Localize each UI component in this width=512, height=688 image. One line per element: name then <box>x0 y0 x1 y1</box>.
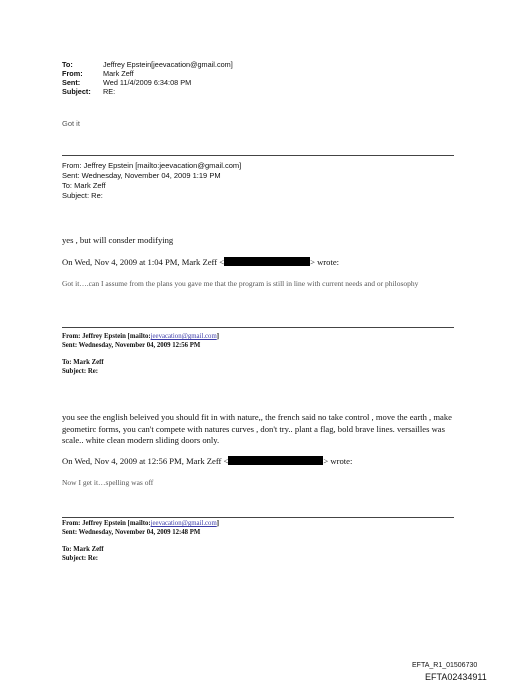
to-value: Jeffrey Epstein[jeevacation@gmail.com] <box>103 60 233 69</box>
msg2-quote-prefix: On Wed, Nov 4, 2009 at 1:04 PM, Mark Zeff < <box>62 257 225 267</box>
msg2-quote-suffix: > wrote: <box>310 257 340 267</box>
footer-doc-id-2: EFTA02434911 <box>425 672 487 682</box>
msg3-to: To: Mark Zeff <box>62 359 104 366</box>
msg3-quoted-text: Now I get it…spelling was off <box>62 478 154 487</box>
msg2-sent: Sent: Wednesday, November 04, 2009 1:19 PM <box>62 171 221 180</box>
msg2-quoted-text: Got it….can I assume from the plans you gave me that the program is still in line with current needs and or philosophy <box>62 279 419 288</box>
msg3-from <box>62 332 219 341</box>
msg3-quote-prefix: On Wed, Nov 4, 2009 at 12:56 PM, Mark Zeff < <box>62 456 229 466</box>
msg3-sent: Sent: Wednesday, November 04, 2009 12:56 PM <box>62 342 201 349</box>
to-label: To: <box>62 60 73 69</box>
reply-body: Got it <box>62 119 80 128</box>
msg3-header <box>62 332 219 376</box>
msg3-quote-attribution <box>62 456 352 466</box>
msg3-from-prefix: From: Jeffrey Epstein [mailto: <box>62 333 151 340</box>
msg2-body: yes , but will consder modifying <box>62 235 174 245</box>
separator-rule-3 <box>62 517 454 518</box>
separator-rule-2 <box>62 327 454 328</box>
msg2-subject: Subject: Re: <box>62 191 103 200</box>
separator-rule-1 <box>62 155 454 156</box>
top-header <box>62 60 362 100</box>
redaction-bar <box>228 456 323 465</box>
msg3-subject: Subject: Re: <box>62 368 99 375</box>
from-value: Mark Zeff <box>103 69 134 78</box>
msg4-from-email-link[interactable]: jeevacation@gmail.com <box>150 520 217 527</box>
msg4-sent: Sent: Wednesday, November 04, 2009 12:48 PM <box>62 529 201 536</box>
msg4-header <box>62 519 219 563</box>
msg4-from-suffix: ] <box>216 520 220 527</box>
msg4-to: To: Mark Zeff <box>62 546 104 553</box>
from-label: From: <box>62 69 83 78</box>
msg3-from-email-link[interactable]: jeevacation@gmail.com <box>150 333 217 340</box>
subject-label: Subject: <box>62 87 91 96</box>
msg3-quote-suffix: > wrote: <box>323 456 353 466</box>
msg3-from-suffix: ] <box>216 333 220 340</box>
msg3-body: you see the english beleived you should fit in with nature,, the french said no take control , move the earth , make geometirc forms, you can't compete with natures curves , don't try.. plant a flag, bold brave lines. versailles was scale.. white clean modern sliding doors only. <box>62 412 452 445</box>
msg4-from-prefix: From: Jeffrey Epstein [mailto: <box>62 520 151 527</box>
msg2-quote-attribution <box>62 257 339 267</box>
sent-value: Wed 11/4/2009 6:34:08 PM <box>103 78 192 87</box>
subject-value: RE: <box>103 87 116 96</box>
footer-doc-id-1: EFTA_R1_01506730 <box>412 662 478 669</box>
redaction-bar <box>224 257 310 266</box>
msg2-to: To: Mark Zeff <box>62 181 106 190</box>
msg4-subject: Subject: Re: <box>62 555 99 562</box>
sent-label: Sent: <box>62 78 81 87</box>
msg2-from: From: Jeffrey Epstein [mailto:jeevacation@gmail.com] <box>62 161 242 170</box>
msg4-from <box>62 519 219 528</box>
